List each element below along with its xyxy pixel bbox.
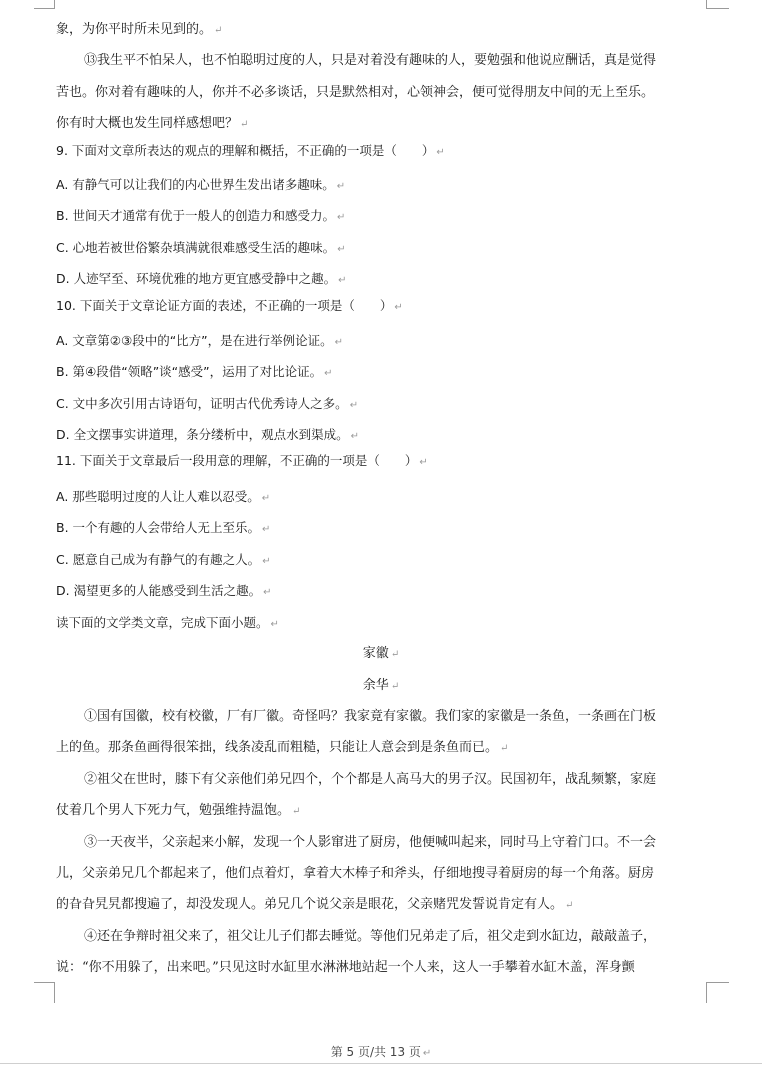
question-11-option-c: C. 愿意自己成为有静气的有趣之人。 ↵ (56, 552, 271, 567)
page-number-footer: 第 5 页/共 13 页 ↵ (330, 1045, 432, 1059)
text-line: ④还在争辩时祖父来了，祖父让儿子们都去睡觉。等他们兄弟走了后，祖父走到水缸边，敲敲盖子， (84, 929, 657, 944)
reading-instruction: 读下面的文学类文章，完成下面小题。 ↵ (56, 615, 279, 630)
question-11-option-a: A. 那些聪明过度的人让人难以忍受。 ↵ (56, 489, 271, 504)
question-11-option-d: D. 渴望更多的人能感受到生活之趣。 ↵ (56, 583, 272, 598)
question-10-stem: 10. 下面关于文章论证方面的表述，不正确的一项是（ ） ↵ (56, 298, 403, 313)
question-10-option-a: A. 文章第②③段中的“比方”，是在进行举例论证。 ↵ (56, 333, 344, 348)
question-9-option-c: C. 心地若被世俗繁杂填满就很难感受生活的趣味。 ↵ (56, 240, 346, 255)
question-10-option-d: D. 全文摆事实讲道理，条分缕析中，观点水到渠成。 ↵ (56, 427, 359, 442)
page-bottom-divider (0, 1063, 762, 1064)
question-9-option-d: D. 人迹罕至、环境优雅的地方更宜感受静中之趣。 ↵ (56, 271, 347, 286)
text-line: 儿，父亲弟兄几个都起来了，他们点着灯，拿着大木棒子和斧头，仔细地搜寻着厨房的每一个角落。厨房 (56, 866, 655, 881)
text-line: 苦也。你对着有趣味的人，你并不必多谈话，只是默然相对，心领神会，便可觉得朋友中间的无上至乐。 (56, 85, 655, 100)
text-line: ③一天夜半，父亲起来小解，发现一个人影窜进了厨房，他便喊叫起来，同时马上守着门口。不一会 (84, 835, 657, 850)
text-line: ①国有国徽，校有校徽，厂有厂徽。奇怪吗？我家竟有家徽。我们家的家徽是一条鱼，一条画在门板 (84, 709, 657, 724)
question-9-stem: 9. 下面对文章所表达的观点的理解和概括，不正确的一项是（ ） ↵ (56, 143, 445, 158)
crop-mark-top-left (34, 0, 55, 9)
text-line: ②祖父在世时，膝下有父亲他们弟兄四个，个个都是人高马大的男子汉。民国初年，战乱频繁，家庭 (84, 772, 657, 787)
question-10-option-c: C. 文中多次引用古诗语句，证明古代优秀诗人之多。 ↵ (56, 396, 359, 411)
crop-mark-top-right (706, 0, 729, 9)
question-10-option-b: B. 第④段借“领略”谈“感受”，运用了对比论证。 ↵ (56, 364, 333, 379)
crop-mark-bottom-left (34, 982, 55, 1003)
article-title: 家徽 ↵ (362, 646, 400, 661)
text-line: 说：“你不用躲了，出来吧。”只见这时水缸里水淋淋地站起一个人来，这人一手攀着水缸木盖，浑身颤 (56, 960, 635, 975)
text-line: 你有时大概也发生同样感想吧？ ↵ (56, 116, 249, 131)
text-line: 象，为你平时所未见到的。 ↵ (56, 22, 223, 37)
text-line: 的旮旮旯旯都搜遍了，却没发现人。弟兄几个说父亲是眼花，父亲赌咒发誓说肯定有人。 ↵ (56, 897, 574, 912)
question-11-option-b: B. 一个有趣的人会带给人无上至乐。 ↵ (56, 520, 271, 535)
question-9-option-b: B. 世间天才通常有优于一般人的创造力和感受力。 ↵ (56, 208, 346, 223)
text-line: 仗着几个男人下死力气，勉强维持温饱。 ↵ (56, 803, 301, 818)
question-9-option-a: A. 有静气可以让我们的内心世界生发出诸多趣味。 ↵ (56, 177, 346, 192)
question-11-stem: 11. 下面关于文章最后一段用意的理解，不正确的一项是（ ） ↵ (56, 453, 428, 468)
crop-mark-bottom-right (706, 982, 729, 1003)
article-author: 余华 ↵ (362, 678, 400, 693)
text-line: ⑬我生平不怕呆人，也不怕聪明过度的人，只是对着没有趣味的人，要勉强和他说应酬话，真是觉得 (84, 53, 657, 68)
text-line: 上的鱼。那条鱼画得很笨拙，线条凌乱而粗糙，只能让人意会到是条鱼而已。 ↵ (56, 740, 509, 755)
